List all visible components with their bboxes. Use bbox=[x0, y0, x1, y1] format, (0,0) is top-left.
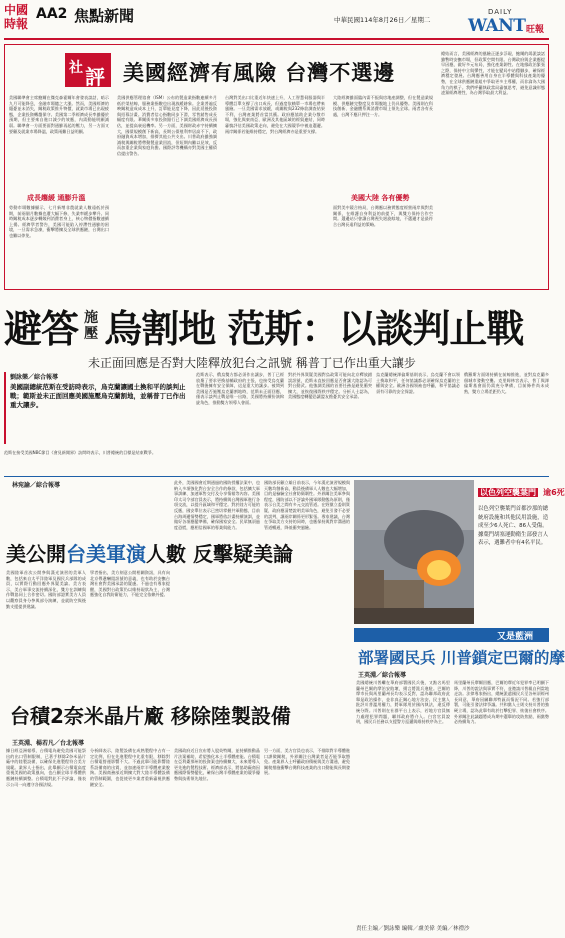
story2-col-2: 學者指出，美方刻意公開相關資訊，具有向北京傳遞嚇阻訊號的意義，也有助於安撫台灣社會對美國承諾的疑慮。不過也有專家提醒，美國對台政策仍以維持現狀為主，台灣應強化自我防衛能力，不能完全依賴外援。 bbox=[90, 570, 170, 598]
daily-word: DAILY bbox=[488, 8, 513, 16]
lead-headline bbox=[4, 298, 549, 350]
story4-kicker-bar bbox=[354, 628, 549, 642]
story2-col-4: 國防部長顧立雄日前表示，今年漢光演習規模與天數均創新高，動員後備軍人人數也大幅增加，目的是檢驗全社會防衛韌性。外界關注美軍參與程度，國防部以不評論外國軍隊動態為原則，僅表示台美之間有多元交流管道。在野黨立委則質疑，政府應清楚說明美軍角色，避免引發不必要的誤判，讓兩岸關係更形緊張。專家建議，台灣在爭取美方支持的同時，也應保持與對岸溝通的管道暢通，降低衝突風險。 bbox=[264, 480, 350, 530]
lead-subheadline: 未正面回應是否對大陸釋放犯台之訊號 稱普丁已作出重大讓步 bbox=[88, 356, 416, 370]
editorial-col-3: 台灣對美出口比重近年快速上升，人工智慧伺服器與半導體訂單支撐了出口成長，但過度依賴單一市場也帶來風險。一旦美國需求放緩，或關稅與232條款調查結果不利，台灣產業將首當其衝。政府應協助企業分散市場，強化與東南亞、歐洲及其他區域的經貿連結，同時審慎評估美國政策走向，避免在大國競爭中被迫選邊。兩岸關係若能維持穩定，對台灣經濟亦是重要支撐。 bbox=[225, 95, 325, 134]
editorial-col-1b: 勞動市場數據顯示，七月新增非農就業人數遠低於預期，前兩個月數據也遭大幅下修，失業率緩步攀升。同時關稅成本逐步轉嫁到消費者身上，核心物價指數連續上揚。經濟學者警告，美國可能陷入停滯性通膨的困境，一旦需求急凍，衝擊將擴及全球供應鏈，台灣出口也難以倖免。 bbox=[9, 205, 109, 238]
logo-line2: 時報 bbox=[4, 17, 29, 31]
editorial-subhead-1: 成長趨緩 通膨升溫 bbox=[27, 194, 86, 202]
photo-caption-title: 以色列空襲葉門 bbox=[480, 488, 536, 497]
story2-rule bbox=[4, 476, 549, 477]
editorial-subhead-2: 美國大陸 各有優勢 bbox=[351, 194, 410, 202]
masthead bbox=[0, 0, 553, 42]
story2-byline: 林宛諭／綜合報導 bbox=[12, 482, 61, 489]
date-line: 中華民國114年8月26日／星期二 bbox=[334, 16, 431, 24]
lead-col-3: 對於外界質疑美國對烏政策可能向北京釋放錯誤訊號，范斯未直接回應是否會讓大陸認為可對台動武。他強調美國的首要任務是避免衝突擴大，並恢復國際秩序穩定。分析人士認為，美國態度轉變恐讓盟友擔憂其安全承諾。 bbox=[288, 372, 372, 400]
photo-caption bbox=[478, 480, 565, 624]
story4-headline: 部署國民兵 川普鎖定巴爾的摩 bbox=[358, 649, 565, 667]
editorial-tag-small: 社 bbox=[69, 60, 83, 76]
photo-caption-body: 以色列空襲葉門首都沙那的總統府設施和其他民用設施，造成至少6人死亡、86人受傷。據葉門胡塞運動衛生部發言人表示，遇難者中有4名平民。 bbox=[478, 506, 549, 546]
story4-kicker: 又是藍洲 bbox=[496, 632, 533, 642]
editorial-col-2: 美國供應管理協會（ISM）公布的製造業指數連續多月低於榮枯線，服務業指數也出現放緩跡象。企業普遍反映關稅造成成本上升，訂單能見度下降，因此延後投資與招募計畫。消費者信心指數同步下滑，零售銷售成長幅度有限。華爾街多家投資銀行已下調美國經濟成長預估，並提高衰退機率。另一方面，美國財政赤字持續擴大，國債規模創下新高，長期公債殖利率居高不下，政府融資成本增加，排擠其他公共支出。川普政府雖強調減稅與關稅將帶動製造業回流，但短期內難以見效，反而加重企業與家庭負擔。國際評等機構亦對美國主權債信提出警告。 bbox=[117, 95, 217, 156]
airstrike-photo bbox=[354, 480, 474, 624]
story3-byline: 王英淵、楊若凡／台北報導 bbox=[12, 740, 85, 747]
lead-col-5: 俄羅斯方面則持續在前線推進，並對烏克蘭多個城市發動空襲。克里姆林宮表示，普丁與澤倫斯基會面仍需充分準備，目前條件尚未成熟，雙方立場差距仍大。 bbox=[464, 372, 549, 394]
story3-col-3: 美國政府近日宣布將入股英特爾，並持續推動晶片法案補助，希望強化本土半導體產能。台積電在亞利桑那州的投資案也持續擴大，未來將導入更先進的製程技術。經濟部表示，將協助廠商因應國際情勢變化，確保台灣半導體產業的競爭優勢與技術領先地位。 bbox=[174, 748, 260, 781]
photo-box bbox=[354, 480, 565, 624]
story4-col-2: 馬里蘭州長摩爾回應，巴爾的摩近年犯罪率已明顯下降，川普的說法與事實不符，並邀請川普親自到當地走訪。法律專家指出，總統派遣國民兵至各州須經州長同意，華府因屬聯邦特區而情況不同。若強行部署，可能引發法律爭議。共和黨人士則支持川普的強硬立場，認為此舉有助於打擊犯罪、恢復社會秩序。外界關注此議題將成為期中選舉的攻防焦點，兩黨勢必持續角力。 bbox=[454, 680, 549, 725]
want-daily-logo bbox=[460, 2, 550, 38]
story4-col-1: 美國總統川普繼在華府部署國民兵後，又點名馬里蘭州巴爾的摩治安敗壞，揚言將派兵進駐。巴爾的摩市長與馬里蘭州長均表示反對，認為聯邦政府此舉是政治操作，並非真正關心地方治安。民主黨人批評川普濫用權力，將軍隊用於國內執法，違反傳統分際。川普則在社群平台上表示，若地方官員無力處理犯罪問題，聯邦政府將介入。白宮官員說明，國民兵任務以支援警方巡邏與維持秩序為主。 bbox=[356, 680, 450, 725]
section-title: 焦點新聞 bbox=[74, 7, 135, 25]
story3-col-1: 據日經亞洲報導，台積電為避免美國可能祭出的出口管制限制，已著手移除2奈米晶片廠中的陸製設備，以確保先進製程符合美方規範。業界人士指出，此舉顯示台積電高度重視美國的政策風向，也凸顯全球半導體供應鏈持續調整。台積電對此不予評論，僅表示公司一向遵守各國法規。 bbox=[6, 748, 86, 787]
story3-col-2: 分析師表示，陸製設備在成熟製程中占有一定比例，但在先進製程中比重有限，移除對台積電營運影響不大。不過此舉可能影響陸系設備商的出貨，並加速兩岸半導體產業脫鉤。美國商務部近期擴大對大陸半導體設備的管制範圍，也促使更多業者重新審視供應鏈安全。 bbox=[90, 748, 170, 787]
story2-col-3: 此外，美國國會近期通過的國防授權法案中，也納入多項強化對台安全合作的條款，包括擴大軍事訓練、加速軍售交付及分享情報等內容。美國印太司令部官員表示，將持續與台灣國軍進行各項交流，以提升區域和平穩定。對於陸方可能的反應，國安單位表示已密切掌握共軍動態，目前台海周邊情勢穩定，國軍將依計畫持續演訓，並做好各項應變準備，確保國家安全。民眾無須過度恐慌，應相信國軍的專業與能力。 bbox=[174, 480, 260, 530]
wangbao-word: 旺報 bbox=[526, 25, 545, 35]
story2-headline-highlight: 台美軍演 bbox=[66, 542, 146, 566]
editorial-tag bbox=[65, 53, 111, 87]
story2-headline-a: 美公開 bbox=[6, 542, 66, 566]
story3-col-4: 另一方面，美方官員也表示，不排除對半導體進口課徵關稅，外界關注台灣業者是否能爭取豁免。產業界人士呼籲政府積極與美方溝通，避免關稅措施衝擊台灣科技產業的出口動能與長期發展。 bbox=[264, 748, 350, 776]
editorial-col-4: 大陸經濟雖面臨內需不振與房地產調整，但在製造業規模、供應鏈完整度及市場腹地上仍具優勢。美國則在科技創新、金融體系與消費市場上領先全球。兩者各有長處，台灣不應只押注一方。 bbox=[333, 95, 433, 117]
lead-headline-small-top: 施 bbox=[84, 309, 99, 326]
lead-lede-box bbox=[4, 372, 190, 444]
lead-byline: 劉詠樂／綜合報導 bbox=[10, 374, 59, 381]
editorial-col-4b: 面對美中競合格局，台灣應以務實態度經營兩岸與對美關係，在維護自身利益的前提下，與雙方保持合作空間。選邊站只會讓台灣喪失迴旋餘地，不選邊才是最符合台灣長遠利益的策略。 bbox=[333, 205, 433, 227]
story2-headline-b: 人數 反擊疑美論 bbox=[146, 542, 293, 566]
logo-line1: 中國 bbox=[4, 3, 29, 17]
photo-caption-deaths: 逾6死 bbox=[543, 488, 565, 497]
lead-col-4: 烏克蘭總統澤倫斯基則表示，烏克蘭不會以領土換取和平，任何協議都必須確保烏克蘭的主權與安全。歐洲各國領袖也呼籲，和平協議必須有可靠的安全保證。 bbox=[376, 372, 460, 394]
story2-col-1: 美國陸軍首次公開參與漢光演習的美軍人數，包括來自太平洋陸軍及國民兵部隊的成員，以實際行動回應外界疑美論。美方表示，美台軍事交流持續深化，雙方在訓練與作戰協同上合作密切。國防部證實美方人員以觀察員身分參與部分演練，並就防空與後勤支援提供建議。 bbox=[6, 570, 86, 609]
editorial-col-5: 總結而言，美國經濟的風險正逐步浮現，鮑爾的鴿派談話雖暫時安撫市場，但政策空間有限。台灣政府與企業應提早因應，做好多元布局，強化產業韌性。在地緣政治緊張之際，保持中立與彈性，才能在變局中站穩腳步，確保經濟穩定發展。台灣應善用自身在半導體與科技產業的優勢，在全球供應鏈重組中爭取更多主導權，而非淪為大國角力的棋子。我們呼籲執政當局審慎思考，避免意識形態凌駕經濟理性，為台灣爭取最大利益。 bbox=[441, 51, 545, 96]
footer-credits: 責任主編／劉詠樂 編輯／盧美偉 美編／林禮沙 bbox=[356, 926, 470, 932]
lead-col-2: 范斯表示，俄烏雙方都必須作出讓步，普丁已經放棄了要求更換基輔政府的主張，也接受烏克蘭在戰後擁有安全保障，這是重大的讓步。被問到美國是否施壓烏克蘭割地時，范斯未正面回應，僅表示談判止戰是唯一出路，美國將持續扮演斡旋角色，推動雙方領導人會面。 bbox=[196, 372, 284, 405]
story4-byline: 王英淵／綜合報導 bbox=[358, 672, 407, 679]
editorial-box bbox=[4, 44, 549, 290]
lead-lede: 美國副總統范斯在受訪時表示，烏克蘭讓國土換和平的談判止戰；範斯並未正面回應美國施壓烏克蘭割地，並稱普丁已作出重大讓步。 bbox=[10, 383, 186, 409]
lead-headline-part1: 避答 bbox=[4, 307, 79, 351]
editorial-headline: 美國經濟有風險 台灣不選邊 bbox=[123, 61, 396, 85]
page-code: AA2 bbox=[36, 6, 68, 22]
want-word: WANT bbox=[468, 16, 526, 36]
lead-headline-part2: 烏割地 范斯：以談判止戰 bbox=[104, 307, 524, 351]
lead-headline-small-bottom: 壓 bbox=[84, 325, 99, 342]
photo-caption-header bbox=[478, 480, 565, 499]
editorial-col-1: 美國聯準會主席鮑爾在傑克森霍爾年會發表談話，暗示九月可能降息，金融市場隨之大漲。然而，美國經濟的隱憂並未消失，關稅政策推升物價，就業市場已出現疲態，企業投資轉趨保守。美國第二季經濟成長率雖優於預期，但主要來自進口減少的效應，內需動能明顯減弱。聯準會一方面要面對通膨再起的壓力，另一方面又要顧及就業市場降溫，政策兩難日益明顯。 bbox=[9, 95, 109, 134]
masthead-rule bbox=[4, 38, 549, 40]
china-times-logo bbox=[4, 3, 32, 37]
story3-headline: 台積2奈米晶片廠 移除陸製設備 bbox=[10, 704, 291, 728]
lead-col-1: 范斯在接受美國NBC節目《會見新聞界》訪問時表示，川普總統的目標是結束戰爭。 bbox=[4, 450, 156, 455]
lead-headline-inset bbox=[83, 310, 99, 342]
editorial-tag-big: 評 bbox=[85, 65, 105, 89]
